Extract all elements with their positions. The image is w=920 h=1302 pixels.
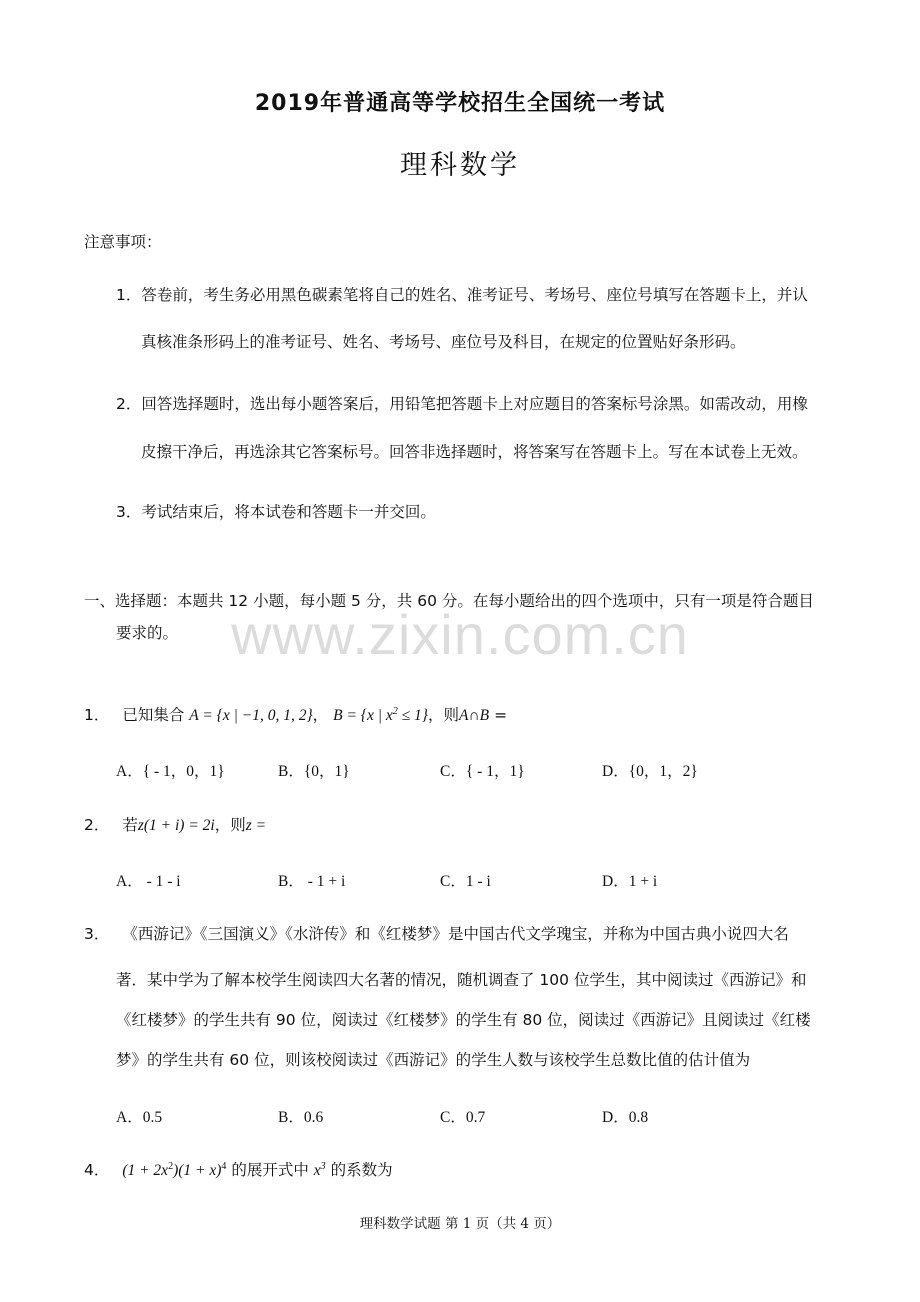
option-d: D．1 + i <box>602 873 658 890</box>
unknown-expression: z = <box>245 817 267 834</box>
then-text: ，则 <box>428 706 460 724</box>
question-text: 已知集合 <box>122 706 185 724</box>
notice-number: 1． <box>116 286 142 304</box>
term-expression: $x^3$ <box>313 1160 326 1179</box>
equation-expression: z(1 + i) = 2i <box>137 817 215 834</box>
option-a: A．{ - 1，0，1} <box>116 763 225 780</box>
exam-title: 2019年普通高等学校招生全国统一考试 <box>254 91 666 116</box>
watermark: www.zixin.com.cn <box>231 603 689 666</box>
notice-heading: 注意事项： <box>84 233 162 251</box>
option-b: B．{0，1} <box>278 763 350 780</box>
set-b-expression: B = {x | $x^2 \le 1$} <box>333 705 428 724</box>
section-heading-cont: 要求的。 <box>116 624 179 642</box>
question-number: 4． <box>84 1161 110 1179</box>
question-3-line-4: 梦》的学生共有 60 位，则该校阅读过《西游记》的学生人数与该校学生总数比值的估计值为 <box>116 1051 751 1069</box>
polynomial-expression: $(1 + 2x^2)(1 + x)^4$ <box>122 1160 227 1179</box>
then-text: ，则 <box>214 816 246 834</box>
option-b: B． - 1 + i <box>278 873 346 890</box>
notice-text: 回答选择题时，选出每小题答案后，用铅笔把答题卡上对应题目的答案标号涂黑。如需改动，用橡 <box>141 395 808 413</box>
notice-text: 考试结束后，将本试卷和答题卡一并交回。 <box>141 503 436 521</box>
notice-number: 2． <box>116 395 142 413</box>
notice-item-2-cont: 皮擦干净后，再选涂其它答案标号。回答非选择题时，将答案写在答题卡上。写在本试卷上无效。 <box>141 443 808 461</box>
question-number: 2． <box>84 816 110 834</box>
notice-item-1-cont: 真核准条形码上的准考证号、姓名、考场号、座位号及科目，在规定的位置贴好条形码。 <box>141 333 746 351</box>
question-text: 的展开式中 <box>226 1161 314 1179</box>
section-heading: 一、选择题：本题共 12 小题，每小题 5 分，共 60 分。在每小题给出的四个选项中，只有一项是符合题目 <box>84 592 814 610</box>
question-3-line-2: 著．某中学为了解本校学生阅读四大名著的情况，随机调查了 100 位学生，其中阅读过《西游记》和 <box>116 971 807 989</box>
notice-item-3 <box>116 500 436 522</box>
option-c: C．1 - i <box>440 873 491 890</box>
notice-text: 答卷前，考生务必用黑色碳素笔将自己的姓名、准考证号、考场号、座位号填写在答题卡上，并认 <box>141 286 808 304</box>
equals-sign: = <box>489 706 508 724</box>
set-a-expression: A = {x | −1, 0, 1, 2} <box>189 707 313 724</box>
exam-subject: 理科数学 <box>400 150 520 181</box>
option-d: D．0.8 <box>602 1109 649 1126</box>
separator: ， <box>312 706 329 724</box>
question-tail: 的系数为 <box>325 1161 393 1179</box>
question-text: 若 <box>122 816 138 834</box>
option-b: B．0.6 <box>278 1109 324 1126</box>
option-c: C．0.7 <box>440 1109 486 1126</box>
question-number: 3． <box>84 925 110 943</box>
page-footer: 理科数学试题 第 1 页（共 4 页） <box>359 1216 561 1232</box>
question-text: 《西游记》《三国演义》《水浒传》和《红楼梦》是中国古代文学瑰宝，并称为中国古典小说四大名 <box>122 925 789 943</box>
question-number: 1． <box>84 706 110 724</box>
question-3 <box>84 922 789 944</box>
question-2 <box>84 813 266 835</box>
notice-number: 3． <box>116 503 142 521</box>
option-c: C．{ - 1，1} <box>440 763 525 780</box>
option-a: A．0.5 <box>116 1109 163 1126</box>
notice-item-1 <box>116 283 808 305</box>
question-1 <box>84 703 507 725</box>
notice-item-2 <box>116 392 808 414</box>
question-4 <box>84 1158 393 1180</box>
option-a: A． - 1 - i <box>116 873 181 890</box>
option-d: D．{0，1，2} <box>602 763 698 780</box>
question-3-line-3: 《红楼梦》的学生共有 90 位，阅读过《红楼梦》的学生有 80 位，阅读过《西游记》且阅读过《红楼 <box>116 1011 811 1029</box>
intersection-expression: A∩B <box>459 707 490 724</box>
